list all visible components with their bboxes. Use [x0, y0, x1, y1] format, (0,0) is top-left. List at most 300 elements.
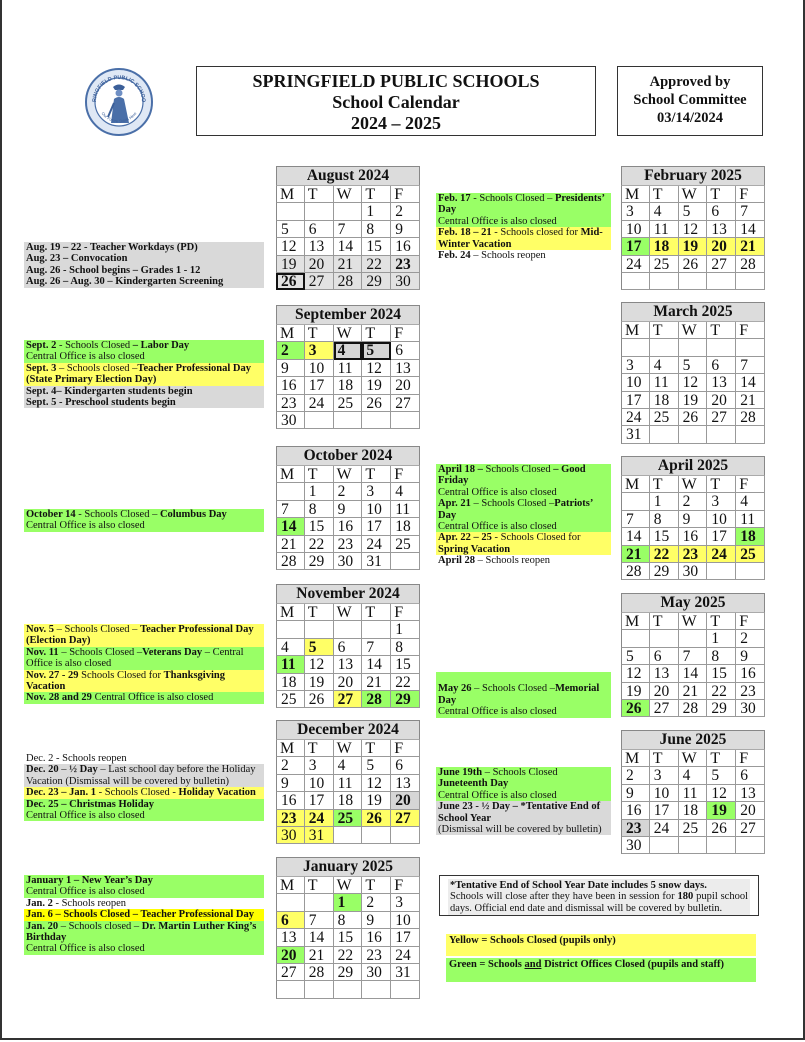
event-note-line: Central Office is also closed [24, 886, 264, 897]
event-note-line: Aug. 19 – 22 - Teacher Workdays (PD) [24, 242, 264, 253]
legend-green-label: Green = Schools [449, 959, 525, 970]
day-cell: 28 [679, 700, 708, 717]
empty-day-cell [305, 894, 334, 911]
day-cell: 5 [362, 342, 391, 359]
empty-day-cell [650, 837, 679, 854]
day-cell: 2 [334, 483, 363, 500]
week-row [276, 360, 420, 377]
weekday-header: T [362, 466, 391, 483]
day-cell: 4 [334, 757, 363, 774]
empty-day-cell [334, 621, 363, 638]
event-note-line [436, 672, 611, 683]
footnote-text: Schools will close after they have been in session for [450, 891, 678, 903]
day-cell: 6 [305, 221, 334, 238]
day-cell: 31 [305, 827, 334, 844]
week-row [276, 501, 420, 518]
day-cell: 11 [276, 656, 305, 673]
day-cell: 6 [736, 767, 765, 784]
day-cell: 26 [276, 273, 305, 290]
event-note-line: Dec. 20 – ½ Day – Last school day before the Holiday [24, 764, 264, 775]
day-cell: 25 [334, 395, 363, 412]
day-cell: 21 [736, 392, 765, 409]
empty-day-cell [736, 339, 765, 356]
weekday-header-row [276, 466, 420, 483]
committee-label: School Committee [633, 92, 747, 108]
event-note-line: Central Office is also closed [436, 216, 611, 227]
weekday-header: M [276, 325, 305, 342]
day-cell: 15 [391, 656, 420, 673]
weekday-header: T [305, 186, 334, 203]
weekday-header-row [621, 750, 765, 767]
event-note-line: Apr. 22 – 25 - Schools Closed for [436, 532, 611, 543]
month-title: May 2025 [621, 593, 765, 613]
week-row [621, 357, 765, 374]
day-cell: 15 [650, 528, 679, 545]
day-cell: 29 [391, 691, 420, 708]
day-cell: 10 [621, 221, 650, 238]
day-cell: 22 [334, 947, 363, 964]
empty-day-cell [276, 483, 305, 500]
empty-day-cell [305, 203, 334, 220]
empty-day-cell [391, 827, 420, 844]
day-cell: 10 [707, 511, 736, 528]
weekday-header-row [276, 604, 420, 621]
day-cell: 12 [362, 775, 391, 792]
weekday-header: T [305, 877, 334, 894]
day-cell: 14 [362, 656, 391, 673]
day-cell: 9 [621, 785, 650, 802]
week-row [276, 536, 420, 553]
event-note-line: Aug. 23 – Convocation [24, 253, 264, 264]
week-row [621, 546, 765, 563]
weekday-header: F [736, 476, 765, 493]
day-cell: 4 [650, 203, 679, 220]
empty-day-cell [305, 412, 334, 429]
day-cell: 21 [334, 256, 363, 273]
day-cell: 9 [334, 501, 363, 518]
weekday-header: W [334, 740, 363, 757]
day-cell: 30 [621, 837, 650, 854]
day-cell: 30 [276, 827, 305, 844]
week-row [621, 767, 765, 784]
day-cell: 12 [679, 221, 708, 238]
month-calendar-april-2025 [621, 456, 765, 580]
day-cell: 12 [621, 665, 650, 682]
empty-day-cell [707, 339, 736, 356]
day-cell: 7 [362, 639, 391, 656]
event-note-line: Apr. 21 – Schools Closed –Patriots’ [436, 498, 611, 509]
legend-green-label-end: District Offices Closed (pupils and staff) [541, 959, 725, 970]
day-cell: 13 [334, 656, 363, 673]
week-row [276, 621, 420, 638]
day-cell: 9 [276, 775, 305, 792]
day-cell: 13 [276, 929, 305, 946]
month-calendar-march-2025 [621, 302, 765, 444]
event-note-line: Nov. 5 – Schools Closed – Teacher Professional Day [24, 624, 264, 635]
day-cell: 6 [391, 342, 420, 359]
month-title: April 2025 [621, 456, 765, 476]
day-cell: 2 [736, 630, 765, 647]
week-row [621, 392, 765, 409]
weekday-header-row [621, 476, 765, 493]
day-cell: 1 [334, 894, 363, 911]
day-cell: 29 [707, 700, 736, 717]
day-cell: 18 [650, 238, 679, 255]
month-calendar-june-2025 [621, 730, 765, 854]
week-row [621, 683, 765, 700]
weekday-header: M [621, 750, 650, 767]
day-cell: 19 [707, 802, 736, 819]
day-cell: 27 [334, 691, 363, 708]
footnote-heading: *Tentative End of School Year Date includes 5 snow days. [450, 880, 707, 891]
day-cell: 19 [362, 377, 391, 394]
day-cell: 5 [305, 639, 334, 656]
weekday-header: W [679, 750, 708, 767]
weekday-header-row [621, 322, 765, 339]
day-cell: 24 [707, 546, 736, 563]
day-cell: 5 [679, 357, 708, 374]
day-cell: 7 [621, 511, 650, 528]
notes-october [24, 509, 264, 532]
end-of-year-footnote [439, 875, 759, 916]
week-row [621, 528, 765, 545]
event-note-line: Nov. 11 – Schools Closed –Veterans Day – Central [24, 647, 264, 658]
month-title: August 2024 [276, 166, 420, 186]
day-cell: 9 [362, 912, 391, 929]
week-row [621, 426, 765, 443]
weekday-header-row [621, 613, 765, 630]
month-calendar-october-2024 [276, 446, 420, 570]
day-cell: 28 [334, 273, 363, 290]
day-cell: 26 [362, 395, 391, 412]
day-cell: 5 [362, 757, 391, 774]
day-cell: 16 [276, 377, 305, 394]
day-cell: 28 [621, 563, 650, 580]
day-cell: 27 [650, 700, 679, 717]
day-cell: 26 [621, 700, 650, 717]
day-cell: 24 [621, 256, 650, 273]
notes-august [24, 242, 264, 288]
day-cell: 23 [362, 947, 391, 964]
event-note-line: (State Primary Election Day) [24, 374, 264, 385]
legend-yellow-label: Yellow = Schools Closed (pupils only) [449, 935, 616, 946]
weekday-header: T [362, 877, 391, 894]
notes-may [436, 672, 611, 718]
notes-december [24, 753, 264, 821]
day-cell: 13 [305, 238, 334, 255]
svg-text:SPRINGFIELD PUBLIC SCHOOLS: RINGFIELD PUBLIC SCHOO [91, 74, 147, 103]
empty-day-cell [679, 426, 708, 443]
event-note-line: Sept. 5 - Preschool students begin [24, 397, 264, 408]
weekday-header: T [650, 613, 679, 630]
day-cell: 17 [391, 929, 420, 946]
event-note-line: School Year [436, 813, 611, 824]
weekday-header: F [391, 740, 420, 757]
day-cell: 14 [334, 238, 363, 255]
month-title: January 2025 [276, 857, 420, 877]
day-cell: 26 [679, 409, 708, 426]
day-cell: 16 [334, 518, 363, 535]
day-cell: 25 [650, 409, 679, 426]
event-note-line: Office is also closed [24, 658, 264, 669]
day-cell: 10 [621, 374, 650, 391]
day-cell: 28 [362, 691, 391, 708]
day-cell: 22 [305, 536, 334, 553]
day-cell: 18 [276, 674, 305, 691]
weekday-header: M [276, 740, 305, 757]
event-note-line: Dec. 23 – Jan. 1 - Schools Closed - Holiday Vacation [24, 787, 264, 798]
day-cell: 14 [736, 374, 765, 391]
event-note-line: Sept. 4– Kindergarten students begin [24, 386, 264, 397]
day-cell: 8 [362, 221, 391, 238]
empty-day-cell [362, 412, 391, 429]
day-cell: 27 [391, 395, 420, 412]
week-row [621, 563, 765, 580]
day-cell: 24 [362, 536, 391, 553]
empty-day-cell [276, 203, 305, 220]
month-calendar-september-2024 [276, 305, 420, 429]
day-cell: 15 [707, 665, 736, 682]
day-cell: 27 [305, 273, 334, 290]
event-note-line: Vacation [24, 681, 264, 692]
day-cell: 3 [305, 342, 334, 359]
day-cell: 13 [391, 360, 420, 377]
day-cell: 30 [391, 273, 420, 290]
day-cell: 26 [707, 820, 736, 837]
week-row [621, 374, 765, 391]
day-cell: 20 [707, 238, 736, 255]
empty-day-cell [650, 426, 679, 443]
month-title: September 2024 [276, 305, 420, 325]
day-cell: 21 [679, 683, 708, 700]
day-cell: 12 [305, 656, 334, 673]
month-title: March 2025 [621, 302, 765, 322]
event-note-line: (Election Day) [24, 635, 264, 646]
day-cell: 3 [707, 493, 736, 510]
weekday-header: T [305, 740, 334, 757]
event-note-line: Nov. 27 - 29 Schools Closed for Thanksgiving [24, 670, 264, 681]
week-row [621, 785, 765, 802]
day-cell: 20 [650, 683, 679, 700]
weekday-header: W [679, 613, 708, 630]
day-cell: 14 [621, 528, 650, 545]
day-cell: 23 [276, 810, 305, 827]
weekday-header: T [305, 604, 334, 621]
day-cell: 8 [391, 639, 420, 656]
week-row [276, 912, 420, 929]
week-row [276, 674, 420, 691]
empty-day-cell [621, 273, 650, 290]
event-note-line: Central Office is also closed [24, 520, 264, 531]
event-note-line: Spring Vacation [436, 544, 611, 555]
weekday-header: F [736, 613, 765, 630]
day-cell: 30 [334, 553, 363, 570]
week-row [276, 894, 420, 911]
week-row [276, 691, 420, 708]
day-cell: 30 [362, 964, 391, 981]
day-cell: 26 [362, 810, 391, 827]
day-cell: 21 [362, 674, 391, 691]
day-cell: 4 [391, 483, 420, 500]
weekday-header: M [621, 186, 650, 203]
day-cell: 3 [621, 357, 650, 374]
day-cell: 1 [650, 493, 679, 510]
day-cell: 1 [707, 630, 736, 647]
week-row [276, 256, 420, 273]
svg-text:Our Future Starts Here: Our Future Starts Here [100, 110, 138, 124]
day-cell: 10 [362, 501, 391, 518]
day-cell: 4 [334, 342, 363, 359]
day-cell: 2 [362, 894, 391, 911]
weekday-header: T [305, 325, 334, 342]
event-note-line: April 18 – Schools Closed – Good [436, 464, 611, 475]
month-title: February 2025 [621, 166, 765, 186]
weekday-header: W [679, 322, 708, 339]
week-row [276, 656, 420, 673]
day-cell: 3 [305, 757, 334, 774]
event-note-line: Central Office is also closed [436, 521, 611, 532]
weekday-header: M [276, 186, 305, 203]
day-cell: 11 [334, 775, 363, 792]
day-cell: 20 [276, 947, 305, 964]
empty-day-cell [334, 203, 363, 220]
week-row [276, 639, 420, 656]
week-row [276, 518, 420, 535]
empty-day-cell [305, 621, 334, 638]
day-cell: 19 [621, 683, 650, 700]
day-cell: 27 [276, 964, 305, 981]
day-cell: 27 [736, 820, 765, 837]
day-cell: 15 [334, 929, 363, 946]
day-cell: 19 [305, 674, 334, 691]
day-cell: 20 [334, 674, 363, 691]
event-note-line: Central Office is also closed [436, 487, 611, 498]
day-cell: 19 [679, 238, 708, 255]
notes-january [24, 875, 264, 955]
notes-september [24, 340, 264, 408]
event-note-line: Winter Vacation [436, 239, 611, 250]
day-cell: 25 [679, 820, 708, 837]
day-cell: 29 [650, 563, 679, 580]
month-title: October 2024 [276, 446, 420, 466]
day-cell: 29 [362, 273, 391, 290]
day-cell: 20 [391, 377, 420, 394]
event-note-line: Juneteenth Day [436, 778, 611, 789]
weekday-header: F [391, 186, 420, 203]
weekday-header: W [334, 325, 363, 342]
day-cell: 9 [276, 360, 305, 377]
weekday-header: T [707, 322, 736, 339]
week-row [276, 483, 420, 500]
month-calendar-may-2025 [621, 593, 765, 717]
day-cell: 16 [362, 929, 391, 946]
day-cell: 1 [305, 483, 334, 500]
week-row [621, 648, 765, 665]
empty-day-cell [679, 837, 708, 854]
day-cell: 17 [305, 377, 334, 394]
day-cell: 21 [305, 947, 334, 964]
day-cell: 5 [276, 221, 305, 238]
empty-day-cell [391, 412, 420, 429]
day-cell: 16 [679, 528, 708, 545]
calendar-title-box [196, 66, 596, 136]
weekday-header: T [707, 613, 736, 630]
weekday-header: W [334, 186, 363, 203]
day-cell: 17 [650, 802, 679, 819]
weekday-header: M [621, 476, 650, 493]
day-cell: 2 [621, 767, 650, 784]
event-note-line: Central Office is also closed [436, 790, 611, 801]
day-cell: 2 [276, 342, 305, 359]
day-cell: 9 [736, 648, 765, 665]
day-cell: 10 [305, 360, 334, 377]
day-cell: 25 [736, 546, 765, 563]
day-cell: 23 [621, 820, 650, 837]
empty-day-cell [276, 981, 305, 998]
day-cell: 26 [679, 256, 708, 273]
week-row [276, 775, 420, 792]
week-row [621, 221, 765, 238]
weekday-header: F [736, 186, 765, 203]
day-cell: 6 [707, 203, 736, 220]
day-cell: 27 [391, 810, 420, 827]
event-note-line: Central Office is also closed [24, 943, 264, 954]
day-cell: 14 [736, 221, 765, 238]
approved-label: Approved by [649, 74, 731, 90]
event-note-line: Sept. 3 – Schools closed –Teacher Professional Day [24, 363, 264, 374]
day-cell: 3 [621, 203, 650, 220]
day-cell: 13 [391, 775, 420, 792]
weekday-header: W [334, 877, 363, 894]
week-row [621, 700, 765, 717]
empty-day-cell [621, 339, 650, 356]
week-row [276, 981, 420, 998]
day-cell: 11 [650, 221, 679, 238]
weekday-header: F [391, 604, 420, 621]
week-row [276, 395, 420, 412]
day-cell: 8 [305, 501, 334, 518]
event-note-line: Day [436, 204, 611, 215]
day-cell: 23 [276, 395, 305, 412]
empty-day-cell [362, 827, 391, 844]
day-cell: 19 [362, 792, 391, 809]
week-row [276, 377, 420, 394]
day-cell: 14 [679, 665, 708, 682]
weekday-header: T [362, 325, 391, 342]
day-cell: 6 [650, 648, 679, 665]
empty-day-cell [736, 837, 765, 854]
week-row [621, 630, 765, 647]
event-note-line: Feb. 17 - Schools Closed – Presidents’ [436, 193, 611, 204]
day-cell: 19 [276, 256, 305, 273]
weekday-header: T [650, 750, 679, 767]
day-cell: 29 [305, 553, 334, 570]
empty-day-cell [707, 837, 736, 854]
weekday-header: F [736, 322, 765, 339]
weekday-header: W [679, 186, 708, 203]
day-cell: 6 [707, 357, 736, 374]
day-cell: 7 [679, 648, 708, 665]
day-cell: 18 [679, 802, 708, 819]
weekday-header: M [621, 613, 650, 630]
day-cell: 28 [736, 409, 765, 426]
event-note-line: Aug. 26 - School begins – Grades 1 - 12 [24, 265, 264, 276]
day-cell: 2 [391, 203, 420, 220]
week-row [621, 511, 765, 528]
event-note-line: June 19th – Schools Closed [436, 767, 611, 778]
weekday-header: T [362, 186, 391, 203]
school-district-logo [84, 67, 154, 137]
